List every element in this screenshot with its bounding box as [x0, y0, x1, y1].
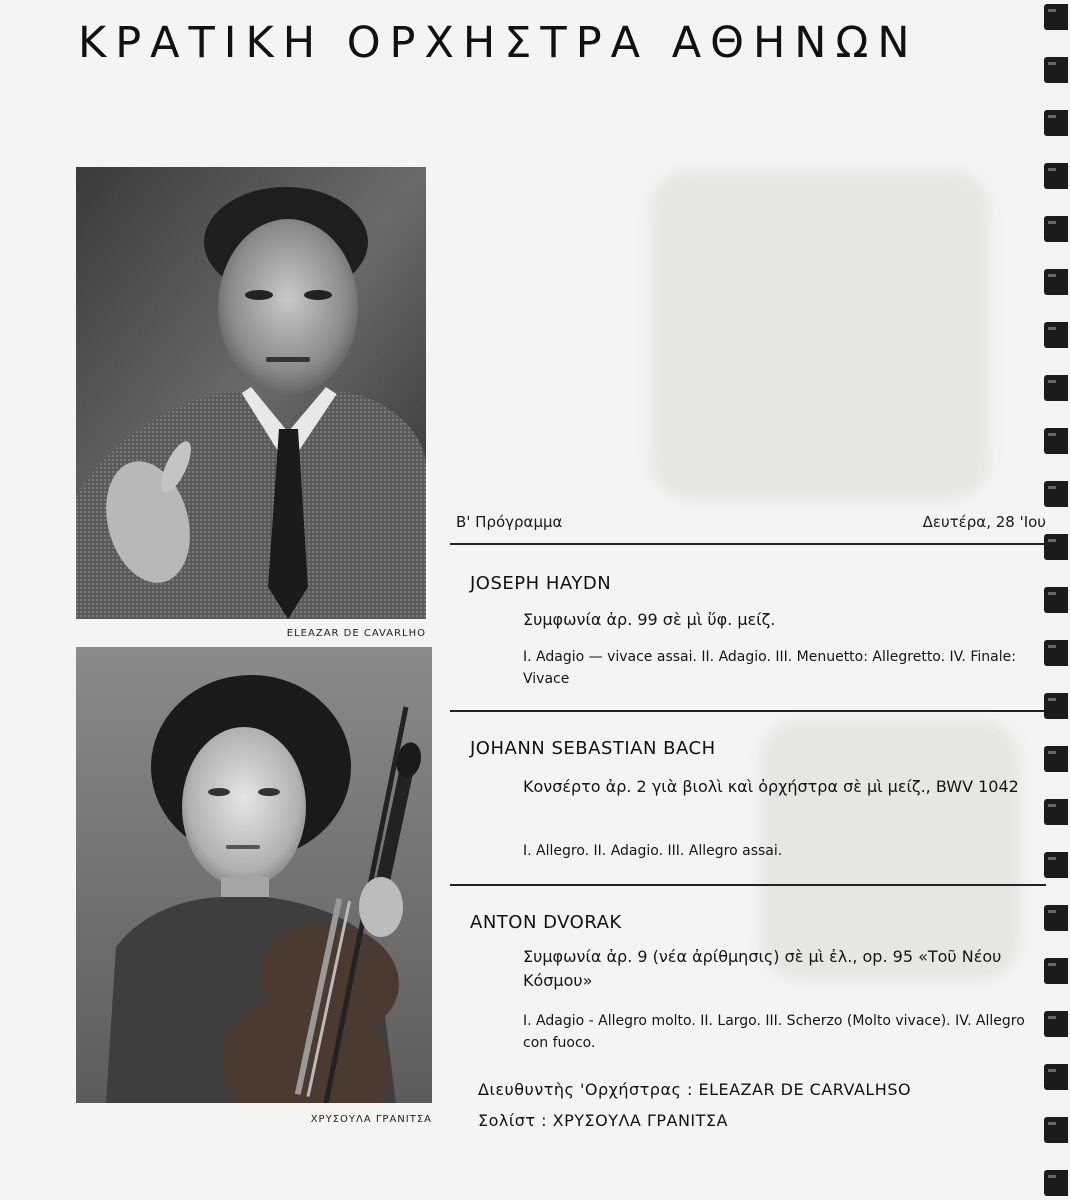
soloist-photo [76, 647, 432, 1103]
binding-ring [1044, 375, 1068, 401]
composer-name: ANTON DVORAK [470, 912, 622, 933]
page-title: ΚΡΑΤΙΚΗ ΟΡΧΗΣΤΡΑ ΑΘΗΝΩΝ [78, 18, 919, 68]
program-date: Δευτέρα, 28 'Ιου [922, 513, 1046, 531]
binding-ring [1044, 693, 1068, 719]
binding-ring [1044, 216, 1068, 242]
spiral-binding [1040, 0, 1070, 1200]
binding-ring [1044, 481, 1068, 507]
binding-ring [1044, 1011, 1068, 1037]
binding-ring [1044, 428, 1068, 454]
work-title: Κονσέρτο ἀρ. 2 γιὰ βιολὶ καὶ ὀρχήστρα σὲ μὶ μείζ., BWV 1042 [523, 777, 1019, 796]
binding-ring [1044, 269, 1068, 295]
binding-ring [1044, 587, 1068, 613]
binding-ring [1044, 640, 1068, 666]
conductor-photo [76, 167, 426, 619]
divider [450, 710, 1046, 712]
work-title: Συμφωνία ἀρ. 9 (νέα ἀρίθμησις) σὲ μὶ ἐλ., op. 95 «Τοῦ Νέου Κόσμου» [523, 947, 1002, 990]
soloist-credit: Σολίστ : ΧΡΥΣΟΥΛΑ ΓΡΑΝΙΤΣΑ [478, 1111, 728, 1130]
binding-ring [1044, 746, 1068, 772]
binding-ring [1044, 905, 1068, 931]
divider [450, 884, 1046, 886]
program-header [456, 513, 1046, 535]
binding-ring [1044, 1170, 1068, 1196]
work-movements: I. Allegro. II. Adagio. III. Allegro assai. [523, 843, 783, 859]
soloist-caption: ΧΡΥΣΟΥΛΑ ΓΡΑΝΙΤΣΑ [310, 1114, 432, 1125]
binding-ring [1044, 4, 1068, 30]
binding-ring [1044, 1064, 1068, 1090]
binding-ring [1044, 57, 1068, 83]
binding-ring [1044, 958, 1068, 984]
divider [450, 543, 1046, 545]
binding-ring [1044, 852, 1068, 878]
binding-ring [1044, 799, 1068, 825]
work-movements: I. Adagio - Allegro molto. II. Largo. III. Scherzo (Molto vivace). IV. Allegro con fuoco. [523, 1013, 1025, 1051]
composer-name: JOSEPH HAYDN [470, 573, 612, 594]
show-through-shadow [650, 170, 990, 500]
binding-ring [1044, 163, 1068, 189]
conductor-credit: Διευθυντὴς 'Ορχήστρας : ELEAZAR DE CARVALHSO [478, 1080, 912, 1099]
binding-ring [1044, 110, 1068, 136]
conductor-caption: ELEAZAR DE CAVARLHO [286, 628, 426, 639]
composer-name: JOHANN SEBASTIAN BACH [470, 738, 716, 759]
work-movements: I. Adagio — vivace assai. II. Adagio. III. Menuetto: Allegretto. IV. Finale: Vivace [523, 649, 1016, 687]
binding-ring [1044, 322, 1068, 348]
work-title: Συμφωνία ἀρ. 99 σὲ μὶ ὕφ. μείζ. [523, 610, 776, 629]
program-label: Β' Πρόγραμμα [456, 513, 563, 531]
binding-ring [1044, 1117, 1068, 1143]
binding-ring [1044, 534, 1068, 560]
